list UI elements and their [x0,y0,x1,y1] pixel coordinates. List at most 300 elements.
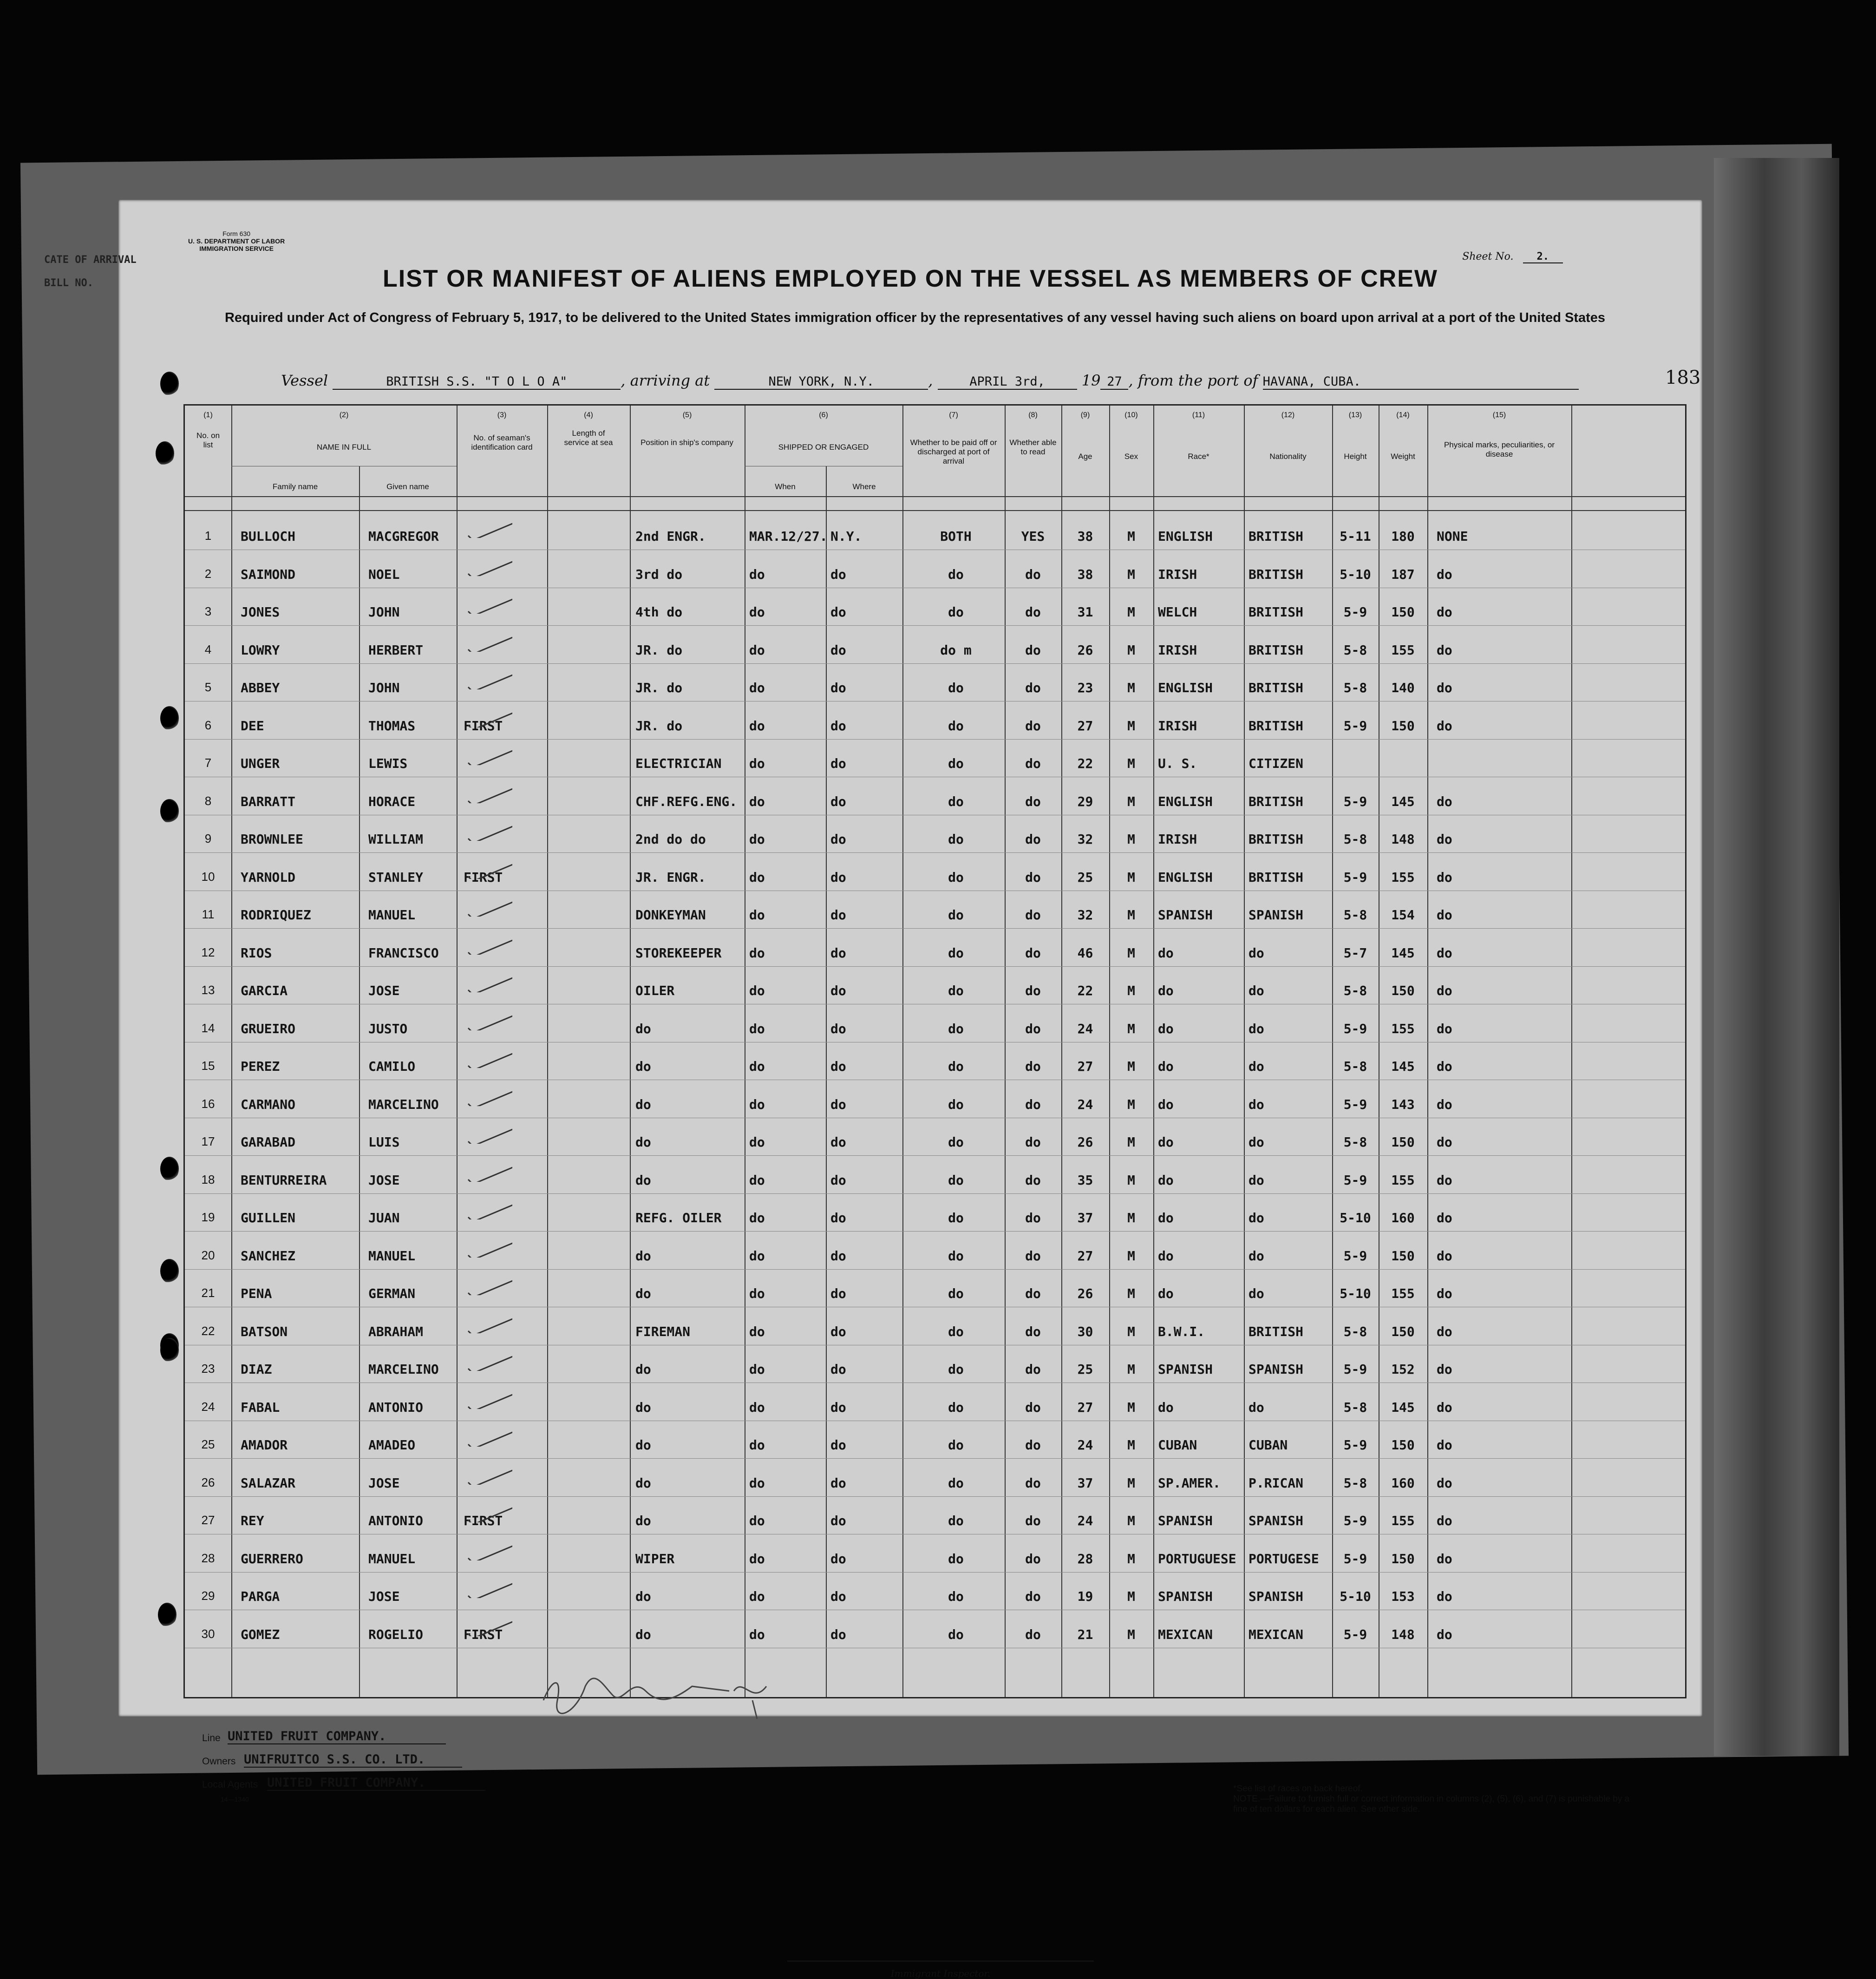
cell-marks: do [1437,566,1452,582]
cell-read: do [1025,832,1041,847]
row-rule [185,1572,1685,1573]
arrival-port: NEW YORK, N.Y. [714,374,928,390]
check-mark-icon [466,1201,512,1219]
cell-weight: 187 [1391,566,1415,582]
cell-nationality: BRITISH [1248,566,1304,582]
cell-given: AMADEO [368,1437,416,1453]
cell-sex: M [1127,566,1135,582]
cell-no: 21 [201,1286,215,1300]
cell-marks: do [1437,1059,1452,1074]
cell-height: 5-11 [1340,529,1371,544]
cell-weight: 150 [1391,1437,1415,1453]
cell-weight: 140 [1391,680,1415,695]
cell-nationality: BRITISH [1248,680,1304,695]
cell-given: THOMAS [368,718,416,734]
cell-marks: do [1437,1286,1452,1301]
cell-marks: do [1437,642,1452,658]
cell-race: do [1158,983,1174,998]
cell-family: FABAL [241,1399,280,1415]
cell-age: 32 [1077,832,1093,847]
cell-paid: do [948,1096,964,1112]
page-subtitle: Required under Act of Congress of February 5, 1917, to be delivered to the United States immigration officer by the representatives of any vessel having such aliens on board upon arrival at a port of the United States [224,310,1606,325]
cell-sex: M [1127,1172,1135,1188]
check-mark-icon [466,1088,512,1106]
cell-age: 27 [1077,718,1093,734]
cell-nationality: do [1248,1021,1264,1036]
cell-position: 3rd do [635,566,683,582]
cell-family: YARNOLD [241,869,296,885]
cell-age: 25 [1077,1362,1093,1377]
cell-nationality: CITIZEN [1248,756,1304,771]
cell-sex: M [1127,945,1135,961]
cell-marks: do [1437,1324,1452,1339]
cell-race: SPANISH [1158,1362,1213,1377]
cell-marks: do [1437,793,1452,809]
cell-marks: do [1437,1551,1452,1566]
cell-weight: 150 [1391,718,1415,734]
cell-marks: do [1437,869,1452,885]
cell-read: do [1025,945,1041,961]
check-mark-icon [466,898,512,917]
cell-position: do [635,1134,651,1150]
cell-given: JOHN [368,680,400,695]
cell-read: do [1025,1134,1041,1150]
cell-where: do [830,1399,846,1415]
row-rule [185,1231,1685,1232]
cell-family: BARRATT [241,793,296,809]
cell-age: 19 [1077,1589,1093,1604]
cell-where: do [830,1513,846,1528]
cell-where: do [830,1437,846,1453]
cell-age: 29 [1077,793,1093,809]
cell-family: PEREZ [241,1059,280,1074]
cell-height: 5-9 [1343,1551,1367,1566]
cell-height: 5-9 [1343,793,1367,809]
cell-paid: do [948,1172,964,1188]
row-rule [185,625,1685,626]
cell-age: 22 [1077,983,1093,998]
cell-marks: do [1437,604,1452,620]
cell-where: do [830,1362,846,1377]
inspector-signature-line [787,1960,1094,1962]
cell-paid: do [948,945,964,961]
cell-paid: do [948,1286,964,1301]
check-mark-icon [466,557,512,576]
cell-marks: do [1437,718,1452,734]
cell-sex: M [1127,1513,1135,1528]
cell-sex: M [1127,793,1135,809]
cell-no: 23 [201,1362,215,1376]
cell-position: do [635,1059,651,1074]
cell-age: 27 [1077,1248,1093,1264]
check-mark-icon [466,1542,512,1560]
cell-no: 28 [201,1551,215,1565]
cell-height: 5-8 [1343,1324,1367,1339]
cell-family: BROWNLEE [241,832,303,847]
cell-height: 5-8 [1343,907,1367,923]
cell-position: DONKEYMAN [635,907,706,923]
cell-where: do [830,642,846,658]
cell-race: do [1158,1059,1174,1074]
cell-paid: do [948,832,964,847]
owners-value: UNIFRUITCO S.S. CO. LTD. [244,1752,462,1768]
cell-weight: 152 [1391,1362,1415,1377]
cell-when: MAR.12/27. [749,529,828,544]
cell-where: do [830,832,846,847]
cell-family: BATSON [241,1324,288,1339]
cell-where: do [830,1475,846,1491]
cell-where: do [830,1096,846,1112]
cell-no: 9 [204,832,212,845]
cell-no: 20 [201,1248,215,1262]
cell-position: do [635,1437,651,1453]
cell-when: do [749,1589,765,1604]
cell-paid: do [948,1059,964,1074]
check-mark-icon [466,1428,512,1447]
cell-height: 5-8 [1343,1399,1367,1415]
cell-nationality: BRITISH [1248,642,1304,658]
cell-paid: do [948,1134,964,1150]
cell-age: 24 [1077,1021,1093,1036]
cell-family: SAIMOND [241,566,296,582]
cell-sex: M [1127,907,1135,923]
cell-no: 11 [202,907,215,921]
vessel-name: BRITISH S.S. "T O L O A" [333,374,621,390]
cell-card: FIRST [464,1513,503,1528]
cell-read: do [1025,1210,1041,1225]
cell-sex: M [1127,1626,1135,1642]
cell-no: 16 [201,1096,215,1111]
cell-weight: 150 [1391,1551,1415,1566]
cell-card: FIRST [464,718,503,734]
cell-nationality: do [1248,1172,1264,1188]
cell-race: U. S. [1158,756,1197,771]
cell-position: WIPER [635,1551,675,1566]
cell-family: GARCIA [241,983,288,998]
cell-race: do [1158,1210,1174,1225]
cell-paid: do [948,756,964,771]
cell-no: 13 [201,983,215,997]
cell-where: do [830,1286,846,1301]
cell-no: 1 [204,529,212,543]
cell-paid: do [948,1475,964,1491]
row-rule [185,1155,1685,1156]
cell-nationality: P.RICAN [1248,1475,1304,1491]
cell-age: 31 [1077,604,1093,620]
cell-read: do [1025,1551,1041,1566]
cell-race: SPANISH [1158,1513,1213,1528]
cell-paid: do [948,1626,964,1642]
cell-where: do [830,907,846,923]
cell-nationality: do [1248,1248,1264,1264]
cell-position: CHF.REFG.ENG. [635,793,738,809]
cell-age: 26 [1077,1286,1093,1301]
cell-race: MEXICAN [1158,1626,1213,1642]
cell-read: do [1025,1021,1041,1036]
cell-family: CARMANO [241,1096,296,1112]
cell-given: LUIS [368,1134,400,1150]
cell-position: do [635,1513,651,1528]
cell-weight: 154 [1391,907,1415,923]
cell-read: do [1025,1362,1041,1377]
footnote: *See list of races on back hereof. NOTE.—Failure to furnish full or correct information in columns (2), (5), (6), and (7) is punishable by a fine of ten dollars for each alien. See other side. [1233,1784,1630,1814]
cell-nationality: do [1248,1210,1264,1225]
cell-paid: do m [940,642,972,658]
cell-nationality: BRITISH [1248,604,1304,620]
cell-marks: do [1437,1437,1452,1453]
cell-read: do [1025,1589,1041,1604]
cell-race: SP.AMER. [1158,1475,1221,1491]
cell-paid: do [948,680,964,695]
cell-nationality: BRITISH [1248,529,1304,544]
row-rule [185,852,1685,853]
cell-when: do [749,793,765,809]
cell-no: 7 [204,756,212,770]
cell-where: do [830,1134,846,1150]
cell-race: do [1158,945,1174,961]
cell-given: ROGELIO [368,1626,424,1642]
cell-family: RIOS [241,945,272,961]
inspector-signature [534,1658,785,1728]
check-mark-icon [466,974,512,992]
cell-when: do [749,1551,765,1566]
cell-race: do [1158,1021,1174,1036]
cell-read: do [1025,1626,1041,1642]
cell-given: JOHN [368,604,400,620]
cell-paid: do [948,983,964,998]
check-mark-icon [466,785,512,803]
cell-family: LOWRY [241,642,280,658]
cell-age: 25 [1077,869,1093,885]
cell-sex: M [1127,1059,1135,1074]
row-rule [185,1193,1685,1194]
cell-when: do [749,1172,765,1188]
cell-when: do [749,1021,765,1036]
cell-read: do [1025,1286,1041,1301]
cell-weight: 150 [1391,983,1415,998]
cell-read: do [1025,1399,1041,1415]
cell-race: ENGLISH [1158,680,1213,695]
form-identifier: Form 630 U. S. DEPARTMENT OF LABOR IMMIGRATION SERVICE [188,230,285,252]
cell-marks: do [1437,1475,1452,1491]
cell-height: 5-8 [1343,642,1367,658]
cell-read: do [1025,566,1041,582]
cell-given: HORACE [368,793,416,809]
cell-card: FIRST [464,1626,503,1642]
cell-no: 29 [201,1589,215,1603]
cell-age: 23 [1077,680,1093,695]
cell-position: do [635,1172,651,1188]
cell-race: ENGLISH [1158,869,1213,885]
inspector-label: Immigrant Inspector. [890,1968,991,1979]
cell-no: 6 [204,718,212,732]
cell-where: do [830,1059,846,1074]
cell-when: do [749,1286,765,1301]
cell-family: GUERRERO [241,1551,303,1566]
cell-family: DEE [241,718,264,734]
cell-race: do [1158,1134,1174,1150]
cell-no: 24 [201,1399,215,1414]
cell-position: do [635,1248,651,1264]
cell-position: do [635,1096,651,1112]
cell-where: do [830,566,846,582]
cell-position: 2nd ENGR. [635,529,706,544]
cell-read: do [1025,718,1041,734]
cell-paid: do [948,1248,964,1264]
cell-sex: M [1127,1362,1135,1377]
cell-position: STOREKEEPER [635,945,722,961]
cell-family: ABBEY [241,680,280,695]
cell-marks: do [1437,1513,1452,1528]
cell-position: do [635,1589,651,1604]
cell-read: do [1025,1513,1041,1528]
cell-height: 5-10 [1340,566,1371,582]
cell-where: do [830,1172,846,1188]
cell-race: CUBAN [1158,1437,1197,1453]
cell-where: do [830,718,846,734]
cell-no: 18 [201,1172,215,1186]
cell-where: do [830,945,846,961]
cell-sex: M [1127,1096,1135,1112]
cell-paid: BOTH [940,529,972,544]
row-rule [185,1269,1685,1270]
check-mark-icon [466,747,512,765]
margin-stamp: CATE OF ARRIVAL BILL NO. [44,254,137,289]
cell-nationality: MEXICAN [1248,1626,1304,1642]
cell-when: do [749,1096,765,1112]
cell-when: do [749,604,765,620]
cell-age: 24 [1077,1513,1093,1528]
cell-height: 5-10 [1340,1286,1371,1301]
cell-when: do [749,756,765,771]
cell-when: do [749,1626,765,1642]
cell-weight: 155 [1391,1513,1415,1528]
cell-when: do [749,832,765,847]
cell-position: FIREMAN [635,1324,691,1339]
cell-sex: M [1127,1021,1135,1036]
cell-paid: do [948,1589,964,1604]
cell-no: 26 [201,1475,215,1489]
cell-where: do [830,1551,846,1566]
cell-given: MARCELINO [368,1362,439,1377]
cell-no: 14 [201,1021,215,1035]
cell-no: 17 [201,1134,215,1148]
cell-given: MANUEL [368,1551,416,1566]
manifest-sheet [44,200,1702,1979]
cell-no: 4 [204,642,212,656]
cell-paid: do [948,566,964,582]
cell-race: ENGLISH [1158,529,1213,544]
cell-marks: do [1437,1248,1452,1264]
cell-family: GOMEZ [241,1626,280,1642]
sheet-number: Sheet No. 2. [1462,251,1563,262]
cell-given: FRANCISCO [368,945,439,961]
cell-marks: do [1437,1589,1452,1604]
cell-paid: do [948,1399,964,1415]
cell-where: do [830,1589,846,1604]
cell-paid: do [948,1551,964,1566]
cell-paid: do [948,1324,964,1339]
cell-sex: M [1127,1589,1135,1604]
cell-when: do [749,680,765,695]
check-mark-icon [466,1352,512,1371]
cell-weight: 155 [1391,1021,1415,1036]
cell-nationality: do [1248,1059,1264,1074]
cell-position: REFG. OILER [635,1210,722,1225]
cell-read: do [1025,793,1041,809]
cell-paid: do [948,1513,964,1528]
cell-where: do [830,1021,846,1036]
cell-position: JR. do [635,680,683,695]
cell-where: do [830,793,846,809]
cell-height: 5-9 [1343,718,1367,734]
cell-weight: 150 [1391,1324,1415,1339]
cell-sex: M [1127,642,1135,658]
cell-no: 5 [204,680,212,694]
cell-when: do [749,1059,765,1074]
check-mark-icon [466,1125,512,1144]
cell-family: REY [241,1513,264,1528]
cell-marks: do [1437,1210,1452,1225]
cell-race: do [1158,1096,1174,1112]
cell-given: JOSE [368,1475,400,1491]
cell-nationality: SPANISH [1248,1589,1304,1604]
cell-sex: M [1127,1437,1135,1453]
cell-race: do [1158,1399,1174,1415]
cell-paid: do [948,869,964,885]
cell-where: do [830,680,846,695]
cell-marks: do [1437,1399,1452,1415]
cell-age: 38 [1077,529,1093,544]
cell-no: 19 [201,1210,215,1224]
cell-race: B.W.I. [1158,1324,1205,1339]
cell-sex: M [1127,1286,1135,1301]
cell-family: RODRIQUEZ [241,907,311,923]
cell-race: IRISH [1158,832,1197,847]
cell-read: do [1025,680,1041,695]
cell-weight: 143 [1391,1096,1415,1112]
check-mark-icon [466,1618,512,1636]
cell-paid: do [948,718,964,734]
cell-no: 10 [201,869,215,884]
cell-given: JOSE [368,1172,400,1188]
cell-no: 25 [201,1437,215,1451]
row-rule [185,739,1685,740]
cell-height: 5-9 [1343,1626,1367,1642]
cell-sex: M [1127,1248,1135,1264]
line-value: UNITED FRUIT COMPANY. [228,1729,446,1744]
cell-given: JUSTO [368,1021,408,1036]
cell-when: do [749,1475,765,1491]
cell-marks: do [1437,680,1452,695]
cell-nationality: CUBAN [1248,1437,1288,1453]
cell-weight: 180 [1391,529,1415,544]
cell-height: 5-8 [1343,680,1367,695]
cell-no: 8 [204,793,212,808]
check-mark-icon [466,822,512,841]
page-number: 183 [1665,367,1701,388]
cell-read: do [1025,907,1041,923]
check-mark-icon [466,1466,512,1485]
cell-nationality: do [1248,1286,1264,1301]
cell-position: 4th do [635,604,683,620]
cell-height: 5-9 [1343,1362,1367,1377]
cell-weight: 145 [1391,793,1415,809]
cell-age: 46 [1077,945,1093,961]
check-mark-icon [466,860,512,879]
cell-race: SPANISH [1158,1589,1213,1604]
cell-sex: M [1127,756,1135,771]
